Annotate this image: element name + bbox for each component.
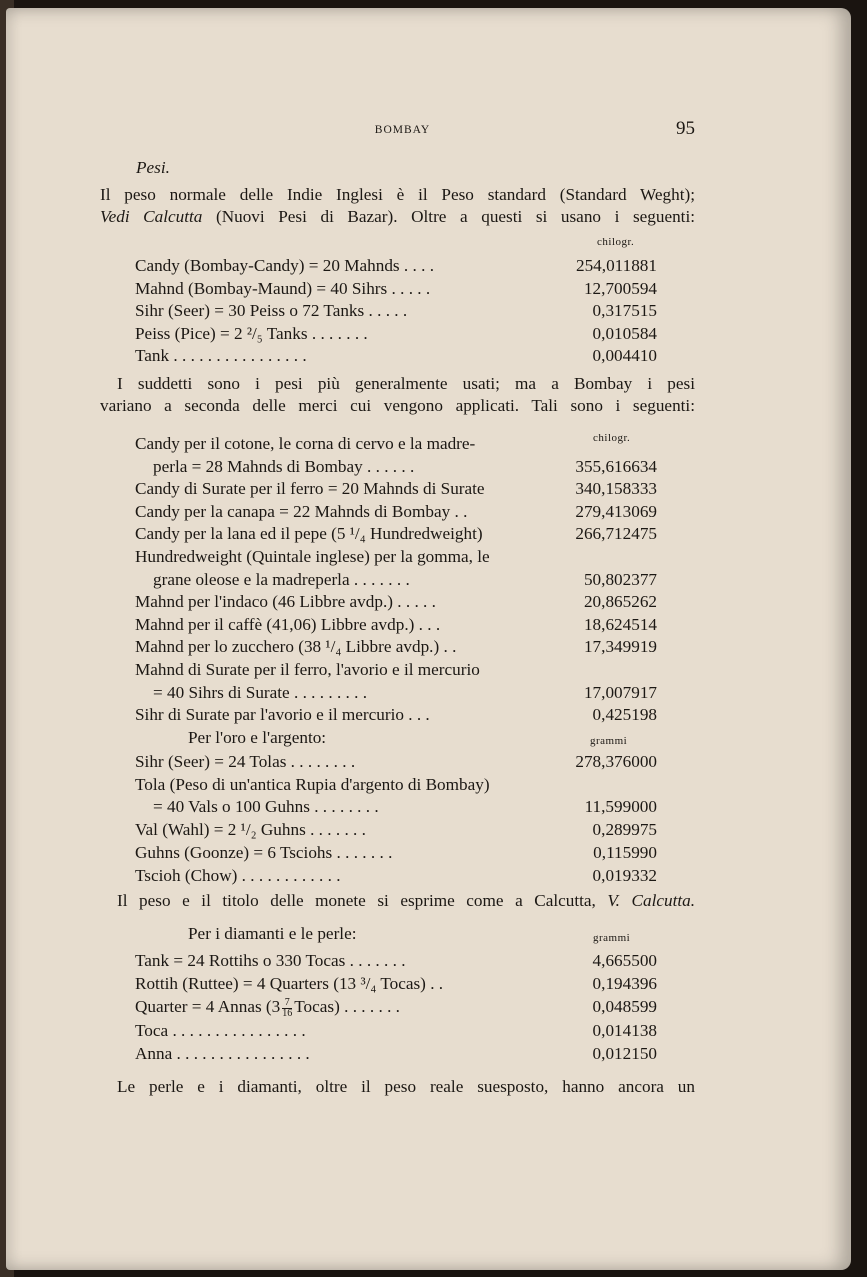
row-value: 11,599000	[584, 797, 657, 817]
gold-heading: Per l'oro e l'argento:	[188, 728, 327, 747]
row-label: grane oleose e la madreperla . . . . . . .	[153, 569, 410, 589]
table2-unit: chilogr.	[593, 432, 631, 444]
table-row	[135, 973, 657, 995]
table-row	[135, 865, 657, 887]
table-row	[135, 478, 657, 500]
row-value: 17,007917	[583, 682, 657, 702]
section-title: Pesi.	[136, 158, 170, 177]
last-line: Le perle e i diamanti, oltre il peso reale suesposto, hanno ancora un	[117, 1077, 695, 1096]
table-row	[153, 569, 657, 591]
table-row	[135, 819, 657, 841]
intro-italic-ref: Vedi Calcutta	[100, 207, 203, 226]
coin-line-text: Il peso e il titolo delle monete si esprime come a Calcutta,	[117, 891, 596, 910]
table-row	[135, 278, 657, 300]
row-value: 4,665500	[592, 951, 657, 970]
row-label: Sihr di Surate par l'avorio e il mercurio . . .	[135, 705, 430, 725]
table-row	[135, 704, 657, 726]
row-value: 0,019332	[592, 865, 657, 885]
row-value: 50,802377	[583, 569, 657, 589]
row-value: 254,011881	[575, 256, 657, 275]
fraction	[282, 998, 292, 1019]
row-label: Tola (Peso di un'antica Rupia d'argento di Bombay)	[135, 774, 490, 794]
table-row	[135, 300, 657, 322]
row-label: Candy per la lana ed il pepe (5 ¹/₄ Hundredweight)	[135, 524, 483, 544]
para2-line-1: I suddetti sono i pesi più generalmente usati; ma a Bombay i pesi	[117, 374, 695, 393]
table-row	[135, 345, 657, 367]
table-row	[135, 523, 657, 545]
intro-line-1: Il peso normale delle Indie Inglesi è il Peso standard (Standard Weght);	[100, 185, 695, 204]
row-label: Candy (Bombay-Candy) = 20 Mahnds . . . .	[135, 256, 434, 275]
page-number: 95	[676, 118, 695, 139]
coin-line-italic: V. Calcutta.	[607, 891, 696, 910]
table1-unit: chilogr.	[597, 236, 635, 248]
row-value: 0,004410	[592, 346, 657, 365]
row-value: 0,014138	[592, 1020, 657, 1040]
table3-unit: grammi	[590, 735, 628, 747]
row-label: Mahnd per l'indaco (46 Libbre avdp.) . . . . .	[135, 592, 436, 612]
row-label	[135, 996, 400, 1019]
diamond-heading: Per i diamanti e le perle:	[188, 924, 357, 943]
para2-line-2: variano a seconda delle merci cui vengono applicati. Tali sono i seguenti:	[100, 396, 695, 415]
row-label: Sihr (Seer) = 24 Tolas . . . . . . . .	[135, 752, 356, 771]
row-value: 0,048599	[592, 997, 657, 1017]
row-label: Mahnd per il caffè (41,06) Libbre avdp.) . . .	[135, 614, 441, 634]
row-label: Val (Wahl) = 2 ¹/₂ Guhns . . . . . . .	[135, 820, 366, 840]
table-row	[135, 996, 657, 1018]
row-label: Anna . . . . . . . . . . . . . . . .	[135, 1043, 310, 1063]
row-label: Candy per la canapa = 22 Mahnds di Bombay . .	[135, 501, 468, 521]
row-label: perla = 28 Mahnds di Bombay . . . . . .	[153, 456, 415, 476]
fraction-numerator: 7	[282, 998, 292, 1009]
table-row	[135, 546, 657, 568]
row-label: Sihr (Seer) = 30 Peiss o 72 Tanks . . . . .	[135, 301, 408, 320]
table-row	[135, 501, 657, 523]
running-header	[110, 118, 695, 144]
row-value: 266,712475	[575, 524, 657, 544]
table-row	[135, 950, 657, 972]
row-value: 18,624514	[583, 614, 657, 634]
table-row	[153, 796, 657, 818]
row-value: 355,616634	[575, 456, 657, 476]
row-label-pre: Quarter = 4 Annas (3	[135, 997, 281, 1017]
row-value: 0,194396	[592, 974, 657, 994]
table-row	[153, 682, 657, 704]
table-row	[135, 614, 657, 636]
row-label-post: Tocas) . . . . . . .	[294, 997, 400, 1017]
row-label: Peiss (Pice) = 2 ²/₅ Tanks . . . . . . .	[135, 323, 368, 343]
intro-line-2-rest: (Nuovi Pesi di Bazar). Oltre a questi si usano i seguenti:	[215, 207, 695, 226]
row-label: Mahnd di Surate per il ferro, l'avorio e il mercurio	[135, 660, 480, 679]
row-label: = 40 Vals o 100 Guhns . . . . . . . .	[153, 797, 379, 817]
table-row	[135, 751, 657, 773]
header-title: BOMBAY	[374, 124, 431, 136]
row-label: Mahnd (Bombay-Maund) = 40 Sihrs . . . . .	[135, 278, 431, 298]
row-label: Mahnd per lo zucchero (38 ¹/₄ Libbre avdp.) . .	[135, 637, 457, 657]
table-row	[135, 255, 657, 277]
row-label: Toca . . . . . . . . . . . . . . . .	[135, 1020, 306, 1040]
table-row	[135, 1020, 657, 1042]
row-label: Tank = 24 Rottihs o 330 Tocas . . . . . . .	[135, 951, 406, 970]
fraction-denominator: 16	[282, 1007, 293, 1019]
table-row	[153, 456, 657, 478]
row-value: 279,413069	[575, 501, 657, 521]
row-label: Rottih (Ruttee) = 4 Quarters (13 ³/₄ Tocas) . .	[135, 974, 444, 994]
table-row	[135, 774, 657, 796]
row-value: 0,425198	[592, 705, 657, 725]
table-row	[135, 842, 657, 864]
row-value: 340,158333	[575, 479, 657, 499]
row-label: Guhns (Goonze) = 6 Tsciohs . . . . . . .	[135, 842, 393, 862]
row-label: Tscioh (Chow) . . . . . . . . . . . .	[135, 865, 341, 885]
row-value: 17,349919	[583, 637, 657, 657]
row-value: 20,865262	[583, 592, 657, 612]
row-value: 0,317515	[592, 301, 657, 320]
table-row	[135, 636, 657, 658]
row-label: Hundredweight (Quintale inglese) per la gomma, le	[135, 547, 490, 566]
coin-line	[117, 890, 695, 912]
table-row	[135, 591, 657, 613]
row-label: Candy di Surate per il ferro = 20 Mahnds di Surate	[135, 479, 485, 499]
row-value: 0,115990	[593, 842, 657, 862]
row-label: = 40 Sihrs di Surate . . . . . . . . .	[153, 682, 368, 702]
row-value: 0,012150	[592, 1043, 657, 1063]
table4-unit: grammi	[593, 932, 631, 944]
table-row	[135, 659, 657, 681]
table-row	[135, 323, 657, 345]
row-label: Candy per il cotone, le corna di cervo e la madre-	[135, 434, 476, 453]
row-value: 0,289975	[592, 820, 657, 840]
row-value: 278,376000	[575, 752, 657, 771]
row-value: 0,010584	[592, 323, 657, 343]
table-row	[135, 433, 657, 455]
table-row	[135, 1043, 657, 1065]
intro-line-2	[100, 206, 695, 228]
row-label: Tank . . . . . . . . . . . . . . . .	[135, 346, 307, 365]
row-value: 12,700594	[583, 278, 657, 298]
